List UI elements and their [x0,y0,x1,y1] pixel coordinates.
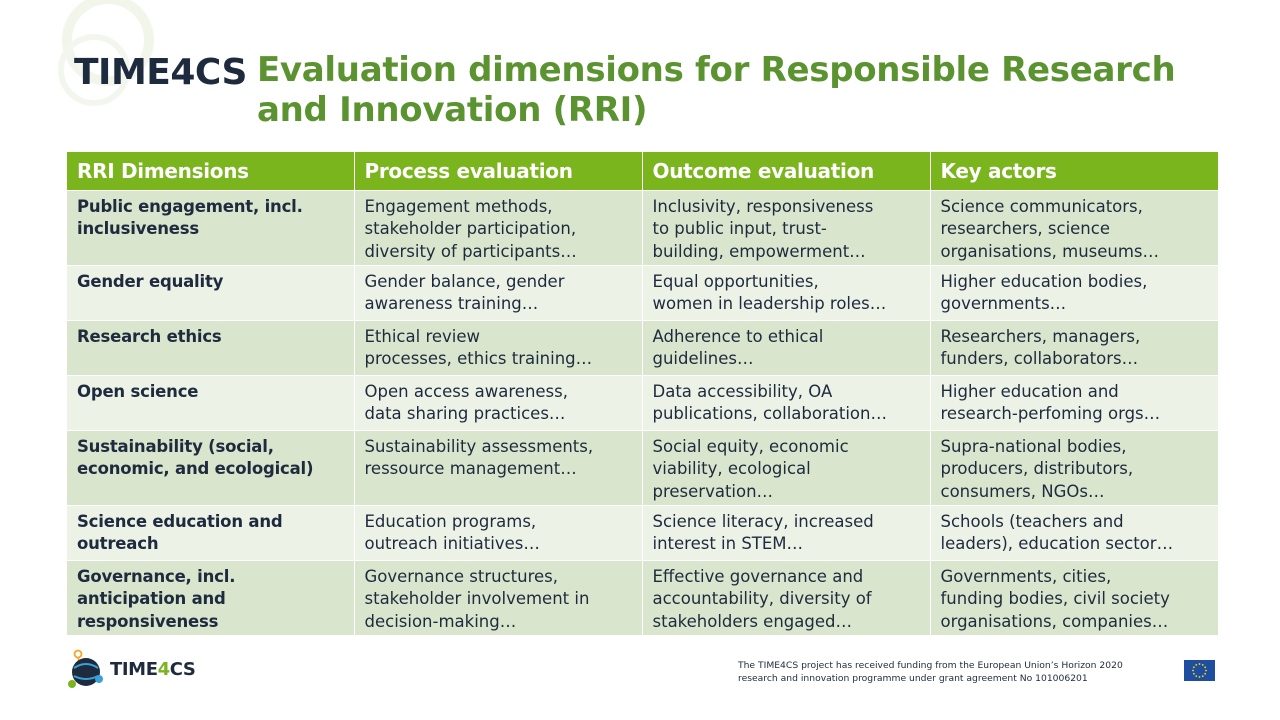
cell-line: Open access awareness, [364,381,568,401]
outcome-cell [642,320,930,375]
outcome-cell [642,190,930,265]
eu-star [1199,663,1201,665]
cell-line: research-perfoming orgs… [940,404,1161,423]
cell-line: outreach initiatives… [364,534,540,553]
cell-line: Social equity, economic [652,436,849,456]
outcome-cell [642,375,930,430]
process-cell [354,505,642,560]
brand-wordmark: TIME4CS [74,52,247,93]
table-row [67,505,1218,560]
eu-star [1204,666,1206,668]
table-body [67,190,1218,635]
actors-cell [930,505,1218,560]
dimension-cell [67,320,354,375]
funding-line-1: The TIME4CS project has received funding from the European Union’s Horizon 2020 [738,660,1123,671]
cell-line: Inclusivity, responsiveness [652,196,874,216]
dimension-cell [67,265,354,320]
dimension-cell [67,505,354,560]
cell-line: Researchers, managers, [940,326,1141,346]
eu-star [1204,673,1206,675]
table-row [67,190,1218,265]
cell-line: Education programs, [364,511,537,531]
process-cell [354,430,642,505]
cell-line: Public engagement, incl. [77,196,303,216]
cell-line: Sustainability assessments, [364,436,594,456]
cell-line: guidelines… [652,349,754,368]
process-cell [354,375,642,430]
table-row [67,430,1218,505]
cell-line: Sustainability (social, [77,436,274,456]
header-key-actors: Key actors [930,152,1218,190]
cell-line: Governance structures, [364,566,559,586]
cell-line: preservation… [652,481,774,501]
outcome-cell [642,430,930,505]
logo-text-time: TIME [110,659,158,680]
cell-line: economic, and ecological) [77,459,314,478]
cell-line: leaders), education sector… [940,534,1174,553]
eu-star [1192,670,1194,672]
cell-line: to public input, trust- [652,219,827,238]
logo-text-four: 4 [157,659,170,680]
cell-line: Equal opportunities, [652,271,819,291]
logo-text-cs: CS [169,659,196,680]
process-cell [354,265,642,320]
cell-line: Engagement methods, [364,196,553,216]
logo-node-orange [75,651,82,658]
eu-flag-icon [1184,660,1215,681]
outcome-cell [642,505,930,560]
dimension-cell [67,375,354,430]
cell-line: responsiveness [77,611,219,631]
outcome-cell [642,265,930,320]
cell-line: building, empowerment… [652,241,866,261]
cell-line: Schools (teachers and [940,511,1124,531]
cell-line: publications, collaboration… [652,404,887,423]
header-outcome-evaluation: Outcome evaluation [642,152,930,190]
outcome-cell [642,560,930,635]
cell-line: outreach [77,534,159,553]
table-row [67,265,1218,320]
dimension-cell [67,190,354,265]
cell-line: women in leadership roles… [652,294,887,313]
cell-line: Governance, incl. [77,566,236,586]
cell-line: anticipation and [77,589,226,608]
eu-star [1195,675,1197,677]
slide-title: Evaluation dimensions for Responsible Research and Innovation (RRI) [257,50,1176,130]
cell-line: Higher education and [940,381,1119,401]
cell-line: awareness training… [364,294,539,313]
actors-cell [930,265,1218,320]
cell-line: stakeholder participation, [364,219,577,238]
cell-line: Adherence to ethical [652,326,824,346]
cell-line: Science literacy, increased [652,511,874,531]
cell-line: producers, distributors, [940,459,1134,478]
cell-line: data sharing practices… [364,404,566,423]
cell-line: inclusiveness [77,219,199,238]
cell-line: Gender equality [77,271,224,291]
eu-star [1202,664,1204,666]
actors-cell [930,560,1218,635]
actors-cell [930,320,1218,375]
cell-line: Effective governance and [652,566,864,586]
rri-evaluation-table [67,152,1218,635]
cell-line: diversity of participants… [364,241,577,261]
header-rri-dimensions: RRI Dimensions [67,152,354,190]
eu-star [1202,675,1204,677]
eu-star [1193,666,1195,668]
cell-line: Supra-national bodies, [940,436,1127,456]
cell-line: Governments, cities, [940,566,1112,586]
cell-line: ressource management… [364,459,577,478]
cell-line: Science communicators, [940,196,1143,216]
logo-node-blue [95,675,103,683]
cell-line: Gender balance, gender [364,271,565,291]
funding-notice [738,659,1178,685]
cell-line: interest in STEM… [652,534,804,553]
cell-line: Ethical review [364,326,481,346]
table-row [67,375,1218,430]
dimension-cell [67,430,354,505]
cell-line: accountability, diversity of [652,589,872,608]
actors-cell [930,190,1218,265]
cell-line: viability, ecological [652,459,811,478]
logo-node-green [68,680,76,688]
cell-line: funders, collaborators… [940,349,1139,368]
table-header-row [67,152,1218,190]
cell-line: researchers, science [940,219,1110,238]
table-row [67,320,1218,375]
cell-line: Data accessibility, OA [652,381,833,401]
cell-line: Open science [77,381,199,401]
actors-cell [930,375,1218,430]
process-cell [354,560,642,635]
process-cell [354,320,642,375]
cell-line: Science education and [77,511,283,531]
cell-line: processes, ethics training… [364,349,593,368]
eu-star [1193,673,1195,675]
eu-star [1195,664,1197,666]
eu-star [1205,670,1207,672]
footer-logo-wordmark [110,659,195,680]
cell-line: Research ethics [77,326,222,346]
cell-line: governments… [940,294,1067,313]
cell-line: Higher education bodies, [940,271,1148,291]
table-row [67,560,1218,635]
cell-line: decision-making… [364,611,517,631]
cell-line: funding bodies, civil society [940,589,1170,608]
cell-line: organisations, museums… [940,241,1160,261]
header-process-evaluation: Process evaluation [354,152,642,190]
cell-line: consumers, NGOs… [940,481,1105,501]
cell-line: stakeholders engaged… [652,611,852,631]
cell-line: organisations, companies… [940,611,1169,631]
actors-cell [930,430,1218,505]
dimension-cell [67,560,354,635]
logo-globe [72,658,100,686]
eu-star [1199,676,1201,678]
cell-line: stakeholder involvement in [364,589,590,608]
funding-line-2: research and innovation programme under grant agreement No 101006201 [738,673,1088,684]
process-cell [354,190,642,265]
